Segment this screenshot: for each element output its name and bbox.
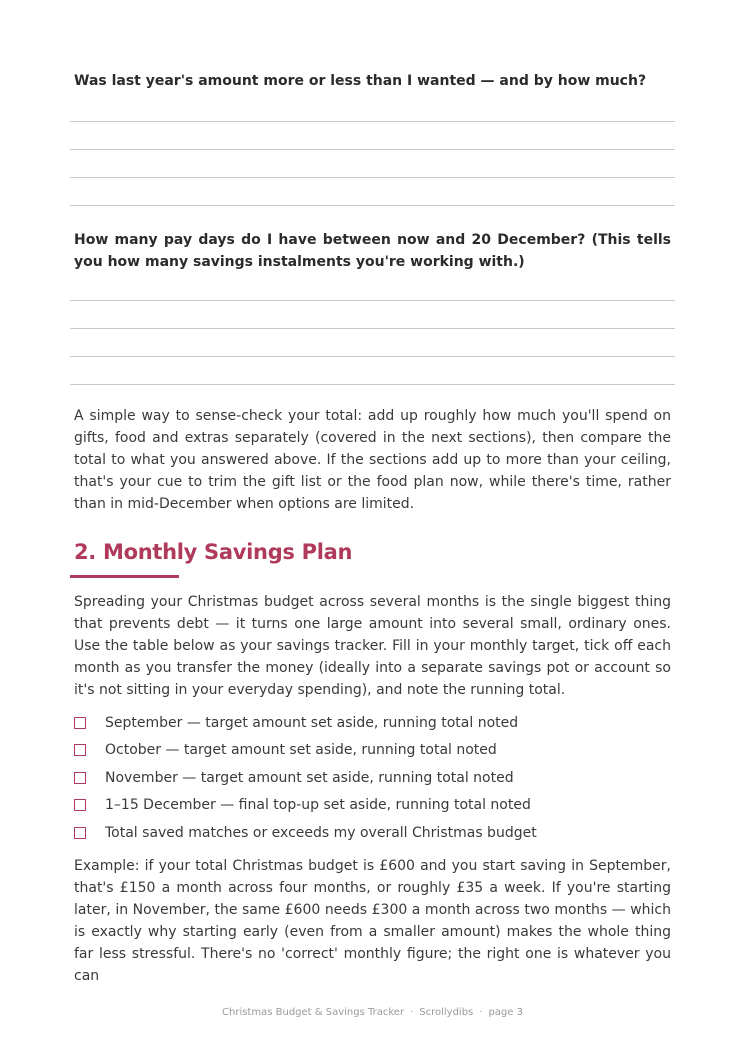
checklist-item[interactable] [74, 709, 671, 737]
checklist-item-label: October — target amount set aside, running total noted [105, 742, 497, 759]
checklist-item[interactable] [74, 819, 671, 847]
answer-line [70, 178, 675, 206]
question-last-year: Was last year's amount more or less than I wanted — and by how much? [74, 73, 647, 89]
checkbox-icon[interactable] [74, 827, 86, 839]
answer-line [70, 301, 675, 329]
answer-line [70, 150, 675, 178]
checkbox-icon[interactable] [74, 744, 86, 756]
checklist-item-label: September — target amount set aside, running total noted [105, 714, 519, 731]
checklist-item-label: 1–15 December — final top-up set aside, running total noted [105, 797, 531, 814]
footer-separator: · [410, 1007, 414, 1018]
answer-line [70, 273, 675, 301]
savings-checklist [74, 709, 671, 847]
answer-line [70, 94, 675, 122]
checklist-item[interactable] [74, 792, 671, 820]
checkbox-icon[interactable] [74, 717, 86, 729]
sense-check-paragraph: A simple way to sense-check your total: add up roughly how much you'll spend on gifts, food and extras separately (covered in the next sections), then compare the total to what you answered above. If the sections add up to more than your ceiling, that's your cue to trim the gift list or the food plan now, while there's time, rather than in mid-December when options are limited. [74, 408, 671, 512]
example-paragraph: Example: if your total Christmas budget is £600 and you start saving in September, that's £150 a month across four months, or roughly £35 a week. If you're starting later, in November, the same £600 needs £300 a month across two months — which is exactly why starting early (even from a smaller amount) makes the whole thing far less stressful. There's no 'correct' monthly figure; the right one is whatever you can [74, 858, 671, 984]
question-pay-days: How many pay days do I have between now and 20 December? (This tells you how many savings instalments you're working with.) [74, 232, 671, 270]
footer-separator: · [479, 1007, 483, 1018]
checkbox-icon[interactable] [74, 799, 86, 811]
footer-page-number: page 3 [488, 1007, 523, 1018]
footer-brand: Scrollydibs [419, 1007, 474, 1018]
savings-intro-paragraph: Spreading your Christmas budget across several months is the single biggest thing that prevents debt — it turns one large amount into several small, ordinary ones. Use the table below as your savings tracker. Fill in your monthly target, tick off each month as you transfer the money (ideally into a separate savings pot or account so it's not sitting in your everyday spending), and note the running total. [74, 594, 671, 698]
heading-underline [70, 575, 179, 578]
checklist-item[interactable] [74, 764, 671, 792]
checklist-item[interactable] [74, 737, 671, 765]
answer-lines-1 [70, 94, 675, 206]
answer-lines-2 [70, 273, 675, 385]
checklist-item-label: Total saved matches or exceeds my overall Christmas budget [105, 824, 537, 841]
checkbox-icon[interactable] [74, 772, 86, 784]
footer-title: Christmas Budget & Savings Tracker [222, 1007, 405, 1018]
section-heading: 2. Monthly Savings Plan [74, 540, 353, 564]
answer-line [70, 357, 675, 385]
checklist-item-label: November — target amount set aside, running total noted [105, 769, 514, 786]
page-footer [0, 1007, 745, 1018]
answer-line [70, 122, 675, 150]
answer-line [70, 329, 675, 357]
